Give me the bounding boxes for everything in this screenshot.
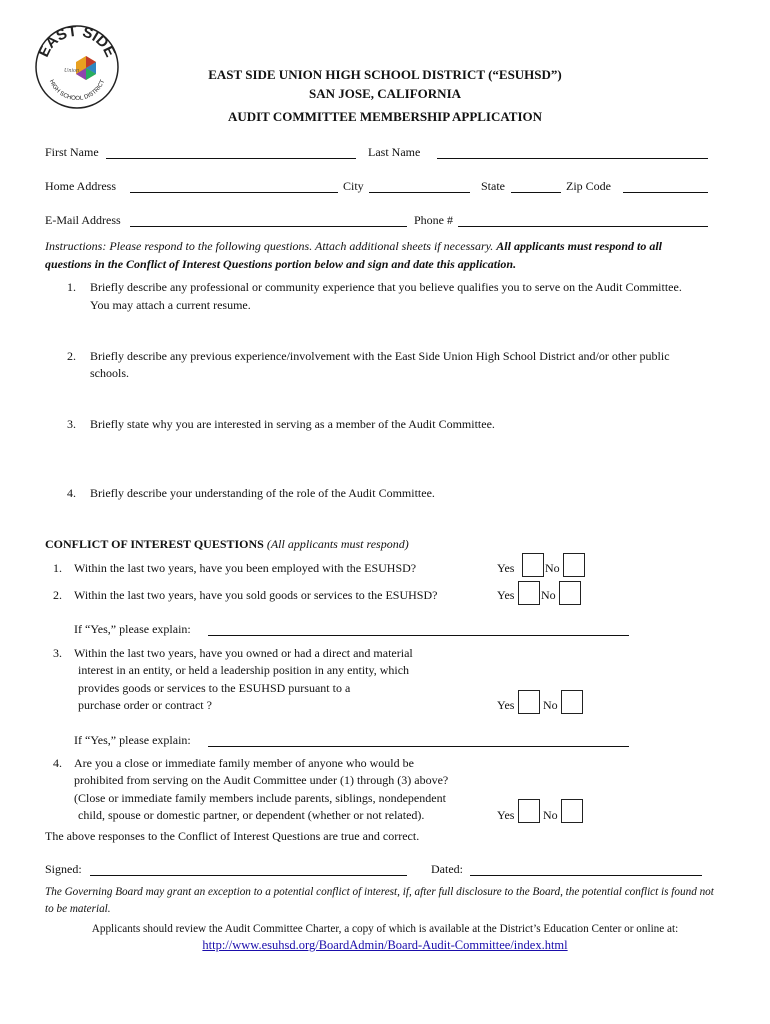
coi-heading-note: (All applicants must respond): [266, 537, 409, 551]
question-2-number: 2.: [67, 349, 76, 363]
last-name-field[interactable]: [437, 158, 708, 159]
coi-q1-no-label: No: [545, 561, 560, 575]
instructions-bold: All applicants must respond to all: [496, 239, 662, 253]
coi-q3-no-checkbox[interactable]: [561, 690, 583, 714]
coi-q3-no-label: No: [543, 698, 558, 712]
coi-q2-no-label: No: [541, 588, 556, 602]
coi-q4-yes-label: Yes: [497, 808, 515, 822]
dated-label: Dated:: [431, 862, 463, 876]
coi-q1-text: Within the last two years, have you been employed with the ESUHSD?: [74, 561, 417, 575]
home-address-label: Home Address: [45, 179, 116, 193]
coi-q3-text-line3: provides goods or services to the ESUHSD pursuant to a: [78, 681, 351, 695]
coi-q3-yes-label: Yes: [497, 698, 515, 712]
board-exception-line1: The Governing Board may grant an exception to a potential conflict of interest, if, after full disclosure to the Board, the potential conflict is found not: [45, 886, 714, 898]
coi-certification: The above responses to the Conflict of Interest Questions are true and correct.: [45, 829, 420, 843]
question-4-text: Briefly describe your understanding of the role of the Audit Committee.: [90, 486, 435, 500]
coi-q1-no-checkbox[interactable]: [563, 553, 585, 577]
email-field[interactable]: [130, 226, 407, 227]
svg-text:HIGH SCHOOL DISTRICT: HIGH SCHOOL DISTRICT: [47, 79, 107, 103]
phone-label: Phone #: [414, 213, 453, 227]
coi-heading: CONFLICT OF INTEREST QUESTIONS: [45, 537, 264, 551]
question-1-number: 1.: [67, 280, 76, 294]
coi-q4-text-line3: (Close or immediate family members include parents, siblings, nondependent: [74, 791, 446, 805]
home-address-field[interactable]: [130, 192, 338, 193]
instructions-text: Instructions: Please respond to the following questions. Attach additional sheets if necessary.: [45, 239, 494, 253]
coi-q3-explain-label: If “Yes,” please explain:: [74, 733, 191, 747]
coi-q4-text-line2: prohibited from serving on the Audit Committee under (1) through (3) above?: [74, 773, 449, 787]
city-label: City: [343, 179, 364, 193]
coi-q3-number: 3.: [53, 646, 62, 660]
coi-q3-explain-field[interactable]: [208, 746, 629, 747]
zip-label: Zip Code: [566, 179, 611, 193]
coi-q4-yes-checkbox[interactable]: [518, 799, 540, 823]
board-exception-line2: to be material.: [45, 903, 111, 915]
page-title: AUDIT COMMITTEE MEMBERSHIP APPLICATION: [227, 109, 543, 124]
coi-q4-text-line1: Are you a close or immediate family member of anyone who would be: [74, 756, 414, 770]
coi-q1-number: 1.: [53, 561, 62, 575]
coi-q1-yes-label: Yes: [497, 561, 515, 575]
coi-q3-text-line2: interest in an entity, or held a leadership position in any entity, which: [78, 663, 410, 677]
coi-q3-text-line4: purchase order or contract ?: [78, 698, 212, 712]
instructions-bold-line2: questions in the Conflict of Interest Questions portion below and sign and date this application.: [45, 257, 517, 271]
coi-q4-number: 4.: [53, 756, 62, 770]
question-3-number: 3.: [67, 417, 76, 431]
first-name-field[interactable]: [106, 158, 356, 159]
svg-text:EAST SIDE: EAST SIDE: [35, 24, 119, 60]
question-2-text-line2: schools.: [90, 366, 129, 380]
zip-field[interactable]: [623, 192, 708, 193]
coi-q2-explain-field[interactable]: [208, 635, 629, 636]
charter-link[interactable]: http://www.esuhsd.org/BoardAdmin/Board-Audit-Committee/index.html: [202, 938, 568, 952]
coi-q2-explain-label: If “Yes,” please explain:: [74, 622, 191, 636]
state-label: State: [481, 179, 505, 193]
question-4-number: 4.: [67, 486, 76, 500]
coi-q3-yes-checkbox[interactable]: [518, 690, 540, 714]
first-name-label: First Name: [45, 145, 99, 159]
coi-q2-yes-label: Yes: [497, 588, 515, 602]
coi-q2-number: 2.: [53, 588, 62, 602]
svg-text:Union: Union: [64, 68, 79, 74]
coi-q4-no-checkbox[interactable]: [561, 799, 583, 823]
state-field[interactable]: [511, 192, 561, 193]
email-label: E-Mail Address: [45, 213, 121, 227]
coi-q1-yes-checkbox[interactable]: [522, 553, 544, 577]
signature-field[interactable]: [90, 875, 407, 876]
city-field[interactable]: [369, 192, 470, 193]
question-1-text-line2: You may attach a current resume.: [90, 298, 251, 312]
question-3-text: Briefly state why you are interested in serving as a member of the Audit Committee.: [90, 417, 495, 431]
coi-q4-no-label: No: [543, 808, 558, 822]
coi-q2-yes-checkbox[interactable]: [518, 581, 540, 605]
charter-note: Applicants should review the Audit Committee Charter, a copy of which is available at the District’s Education Center or online at:: [91, 923, 679, 935]
coi-q4-text-line4: child, spouse or domestic partner, or dependent (whether or not related).: [78, 808, 425, 822]
date-field[interactable]: [470, 875, 702, 876]
coi-q2-text: Within the last two years, have you sold goods or services to the ESUHSD?: [74, 588, 438, 602]
last-name-label: Last Name: [368, 145, 421, 159]
question-1-text: Briefly describe any professional or community experience that you believe qualifies you to serve on the Audit Committee.: [90, 280, 682, 294]
coi-q2-no-checkbox[interactable]: [559, 581, 581, 605]
header-city: SAN JOSE, CALIFORNIA: [308, 86, 462, 101]
question-2-text: Briefly describe any previous experience/involvement with the East Side Union High School District and/or other public: [90, 349, 670, 363]
header-district: EAST SIDE UNION HIGH SCHOOL DISTRICT (“ESUHSD”): [208, 67, 562, 82]
signed-label: Signed:: [45, 862, 82, 876]
coi-q3-text-line1: Within the last two years, have you owned or had a direct and material: [74, 646, 413, 660]
phone-field[interactable]: [458, 226, 708, 227]
